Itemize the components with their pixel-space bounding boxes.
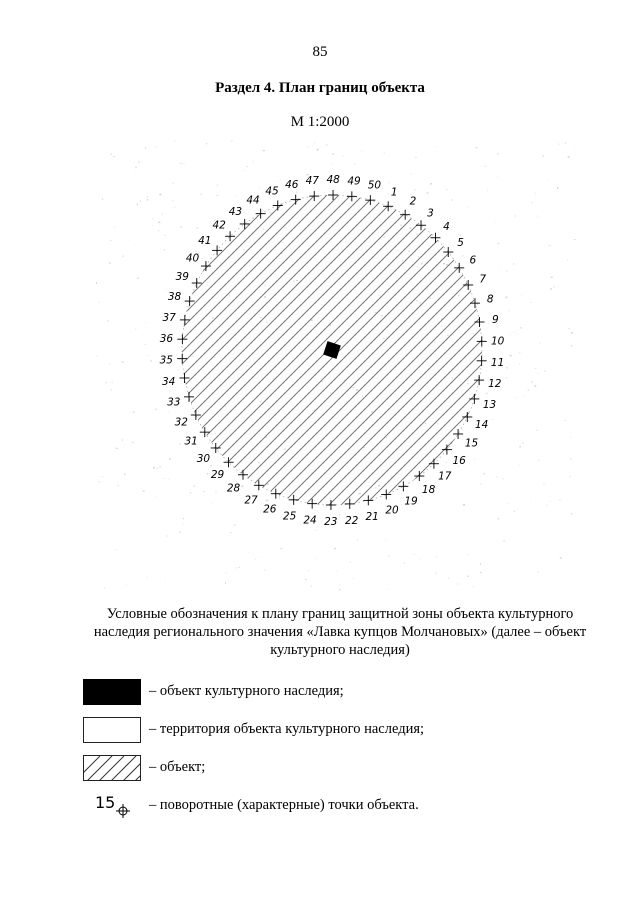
turning-point — [265, 186, 282, 211]
turning-point — [197, 443, 221, 465]
legend-title-line: Условные обозначения к плану границ защитной зоны объекта культурного — [106, 606, 574, 622]
turning-point-label: 13 — [482, 399, 497, 411]
turning-point — [176, 271, 202, 288]
turning-point-label: 22 — [345, 514, 359, 527]
turning-point — [244, 480, 264, 506]
section-title: Раздел 4. План границ объекта — [215, 80, 425, 96]
turning-point — [213, 220, 236, 242]
turning-point-label: 25 — [282, 510, 297, 523]
turning-point — [383, 187, 397, 212]
legend-title-line: культурного наследия) — [270, 642, 410, 658]
turning-point-label: 36 — [159, 333, 174, 346]
protective-zone-hatching — [0, 130, 640, 570]
legend-title-line: наследия регионального значения «Лавка купцов Молчановых» (далее – объект — [93, 624, 587, 640]
turning-point — [246, 195, 265, 219]
turning-point-label: 24 — [303, 514, 317, 527]
turning-point — [162, 373, 189, 388]
turning-point-label: 33 — [167, 396, 181, 409]
turning-point — [398, 481, 418, 507]
turning-point-label: 31 — [184, 435, 198, 448]
turning-point-label: 3 — [427, 207, 434, 220]
legend-label: – объект культурного наследия; — [149, 683, 344, 699]
turning-point-icon — [115, 803, 131, 819]
turning-point — [454, 254, 476, 272]
turning-point-label: 26 — [263, 503, 277, 516]
turning-point — [185, 427, 210, 447]
turning-point-label: 28 — [226, 482, 241, 495]
turning-point — [285, 179, 301, 205]
turning-point — [477, 356, 505, 369]
turning-point — [477, 336, 505, 348]
turning-point-label: 29 — [210, 468, 225, 481]
turning-point-label: 18 — [421, 484, 436, 496]
turning-point-label: 9 — [491, 314, 499, 327]
turning-point-label: 2 — [409, 195, 417, 208]
turning-point-label: 30 — [196, 453, 211, 466]
turning-point — [453, 429, 478, 450]
turning-point-label: 47 — [305, 175, 319, 188]
turning-point-label: 23 — [324, 516, 338, 528]
turning-point-label: 11 — [490, 356, 505, 369]
page-number: 85 — [312, 44, 328, 60]
turning-point-label: 12 — [488, 378, 502, 391]
turning-point-label: 15 — [464, 437, 479, 450]
turning-point-label: 38 — [167, 291, 182, 303]
hatch-pattern-icon — [84, 756, 141, 781]
legend-label: – территория объекта культурного наследия; — [149, 721, 425, 737]
legend-title — [60, 605, 620, 659]
turning-point-label: 43 — [228, 206, 243, 218]
turning-point-label: 37 — [162, 311, 176, 324]
turning-point — [416, 207, 434, 230]
legend-item-heritage-territory — [83, 717, 583, 745]
turning-point — [429, 459, 452, 483]
turning-point-label: 6 — [469, 254, 477, 267]
legend-item-turning-points — [83, 793, 583, 821]
turning-point — [283, 495, 299, 522]
turning-point-label: 41 — [198, 235, 212, 248]
turning-point — [430, 221, 449, 243]
heritage-object-marker — [323, 341, 341, 359]
turning-point-label: 27 — [244, 494, 258, 507]
turning-point — [443, 237, 464, 257]
turning-point — [160, 354, 188, 367]
turning-point-label: 4 — [443, 221, 450, 234]
object-hatch-swatch — [83, 755, 141, 781]
turning-point-label: 46 — [285, 179, 299, 192]
turning-point — [263, 489, 281, 516]
turning-point-label: 48 — [326, 174, 340, 186]
turning-point-label: 20 — [385, 504, 399, 517]
turning-point-label: 8 — [486, 293, 494, 306]
turning-point — [474, 375, 502, 390]
turning-point-label: 19 — [404, 495, 418, 508]
legend-label: – поворотные (характерные) точки объекта. — [149, 797, 419, 813]
turning-point-label: 14 — [475, 418, 489, 431]
turning-point — [163, 312, 190, 325]
turning-point — [324, 500, 337, 528]
turning-point-label: 40 — [185, 252, 200, 265]
turning-point-label: 32 — [174, 416, 188, 429]
turning-point-label: 35 — [159, 354, 173, 367]
turning-point-label: 17 — [438, 470, 452, 483]
legend-label: – объект; — [149, 759, 206, 775]
turning-point — [400, 196, 416, 220]
turning-point — [175, 410, 201, 429]
turning-point-label: 21 — [365, 510, 379, 523]
turning-point — [211, 457, 234, 481]
turning-point-label: 7 — [479, 273, 487, 286]
scale-label: М 1:2000 — [290, 114, 350, 130]
turning-point-label: 5 — [457, 236, 464, 249]
turning-point-label: 39 — [175, 271, 189, 284]
turning-point — [381, 490, 399, 517]
legend-item-object — [83, 755, 583, 783]
turning-point — [365, 180, 381, 205]
turning-point-label: 49 — [347, 175, 361, 188]
turning-point — [186, 252, 211, 271]
turning-point — [198, 235, 222, 255]
turning-point-label: 50 — [367, 179, 382, 192]
turning-point-label: 44 — [246, 194, 260, 207]
turning-point-label: 1 — [390, 186, 398, 199]
turning-point-label: 10 — [491, 335, 505, 348]
legend-item-heritage-object — [83, 679, 583, 707]
turning-point — [227, 470, 248, 495]
heritage-object-swatch — [83, 679, 141, 705]
turning-point-label: 16 — [452, 454, 466, 467]
heritage-territory-swatch — [83, 717, 141, 743]
turning-point-label: 34 — [162, 375, 176, 388]
sample-point-number: 15 — [95, 793, 116, 812]
turning-point — [414, 471, 435, 496]
turning-point-label: 42 — [212, 219, 226, 232]
turning-point — [345, 499, 359, 527]
turning-point — [160, 333, 188, 345]
turning-point — [229, 206, 250, 229]
turning-point-label: 45 — [265, 185, 279, 198]
turning-point — [462, 412, 488, 431]
